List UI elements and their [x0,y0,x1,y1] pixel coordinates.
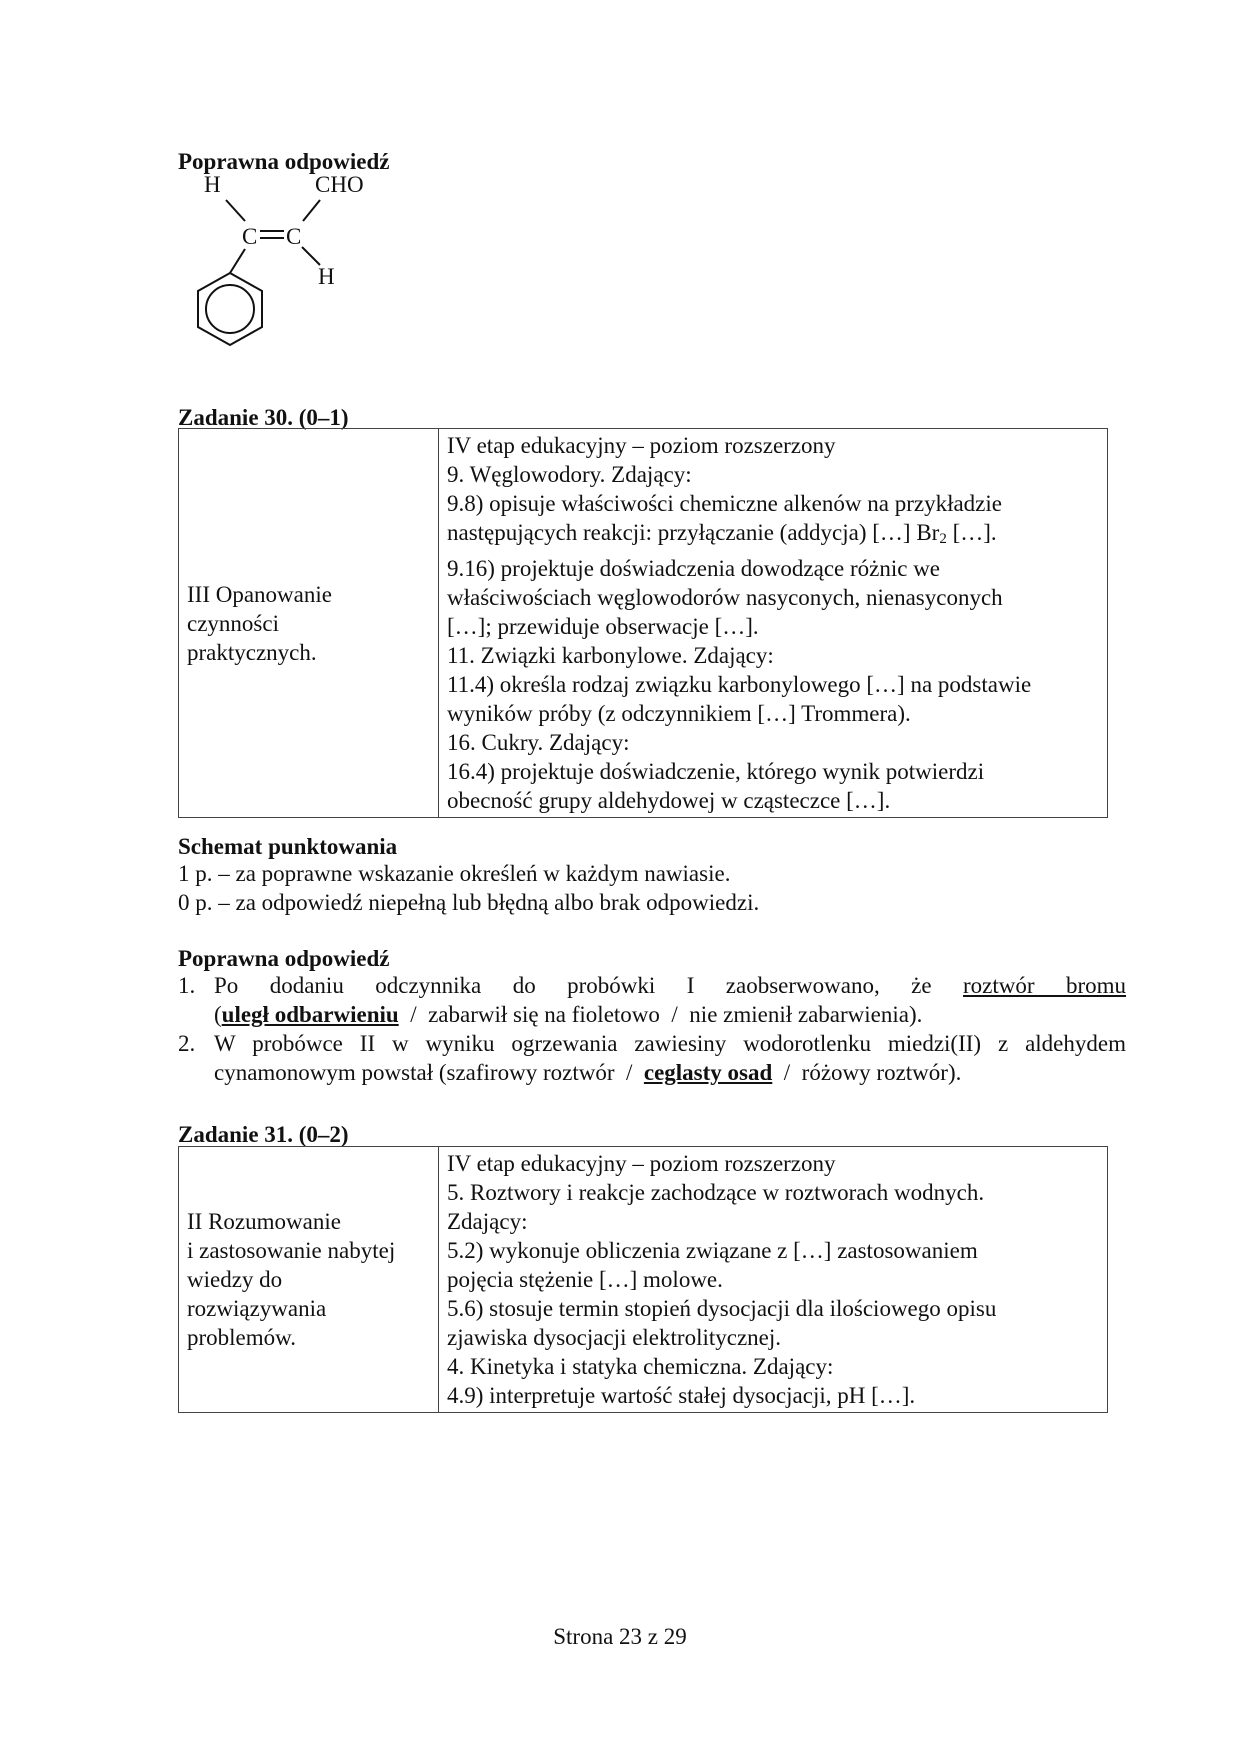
skill-line: rozwiązywania [187,1296,327,1321]
skill-line: II Rozumowanie [187,1209,341,1234]
task-31-table [178,1146,1108,1413]
scoring-line: 0 p. – za odpowiedź niepełną lub błędną albo brak odpowiedzi. [178,890,760,915]
requirement-line: właściwościach węglowodorów nasyconych, nienasyconych [447,585,1003,610]
answer-options: / zabarwił się na fioletowo / nie zmienił zabarwienia). [398,1002,923,1027]
requirement-line: 5.2) wykonuje obliczenia związane z […] zastosowaniem [447,1238,978,1263]
correct-option: ceglasty osad [643,1060,773,1085]
answer-item-1 [178,971,1126,1029]
item-number: 1. [178,973,196,998]
answer-list [178,971,1126,1087]
requirement-line: 5. Roztwory i reakcje zachodzące w roztworach wodnych. [447,1180,985,1205]
requirement-line: zjawiska dysocjacji elektrolitycznej. [447,1325,782,1350]
answer-line: W probówce II w wyniku ogrzewania zawiesiny wodorotlenku miedzi(II) z aldehydem [214,1031,1126,1056]
task-31-skill-cell [179,1147,439,1413]
requirement-line: 16. Cukry. Zdający: [447,730,630,755]
requirement-line: pojęcia stężenie […] molowe. [447,1267,723,1292]
requirement-line [447,518,1099,554]
requirement-line: wyników próby (z odczynnikiem […] Trommera). [447,701,911,726]
skill-line: czynności [187,610,279,636]
skill-line: problemów. [187,1325,297,1350]
correct-option: uległ odbarwieniu [221,1002,399,1027]
bond-h-c [226,200,245,221]
requirement-line: 16.4) projektuje doświadczenie, którego wynik potwierdzi [447,759,985,784]
requirement-tail: […]. [946,520,997,545]
task-30-table [178,428,1108,818]
bond-c-h [302,247,320,265]
cinnamaldehyde-structure [170,170,430,390]
requirement-line: IV etap edukacyjny – poziom rozszerzony [447,1151,836,1176]
requirement-line: […]; przewiduje obserwacje […]. [447,614,759,639]
skill-line: praktycznych. [187,639,317,665]
answer-line [214,971,1126,1000]
requirement-line: 5.6) stosuje termin stopień dysocjacji dla ilościowego opisu [447,1296,997,1321]
answer-text: cynamonowym powstał (szafirowy roztwór / [214,1060,644,1085]
atom-h-bottom: H [318,264,335,289]
atom-c-left: C [242,224,258,249]
answer-options: / różowy roztwór). [772,1060,962,1085]
aromatic-circle [206,285,254,333]
scoring-line: 1 p. – za poprawne wskazanie określeń w każdym nawiasie. [178,861,731,886]
underlined-term: roztwór bromu [963,973,1127,998]
requirement-line: 4. Kinetyka i statyka chemiczna. Zdający: [447,1354,834,1379]
requirement-line: 11.4) określa rodzaj związku karbonylowego […] na podstawie [447,672,1032,697]
item-number: 2. [178,1031,196,1056]
answer-line [214,1058,1126,1087]
answer-heading: Poprawna odpowiedź [178,946,390,971]
requirement-text: następujących reakcji: przyłączanie (addycja) […] Br [447,520,940,545]
answer-line [214,1000,1126,1029]
task-31-requirements-cell [439,1147,1108,1413]
bond-cho-c [303,200,320,221]
skill-line: i zastosowanie nabytej [187,1238,396,1263]
requirement-line: 4.9) interpretuje wartość stałej dysocjacji, pH […]. [447,1383,916,1408]
task-30-skill-cell [179,429,439,818]
skill-line: wiedzy do [187,1267,283,1292]
task-30-requirements-cell [439,429,1108,818]
requirement-line: 9.16) projektuje doświadczenia dowodzące różnic we [447,556,941,581]
requirement-line: 11. Związki karbonylowe. Zdający: [447,643,774,668]
scoring-text [178,859,759,917]
benzene-ring [198,273,262,345]
task-30-heading: Zadanie 30. (0–1) [178,405,349,430]
subscript: 2 [939,531,947,547]
scoring-heading: Schemat punktowania [178,834,398,859]
skill-line: III Opanowanie [187,581,332,607]
atom-cho: CHO [315,172,364,197]
answer-text: Po dodaniu odczynnika do probówki I zaobserwowano, że [214,973,963,998]
requirement-line: IV etap edukacyjny – poziom rozszerzony [447,433,836,458]
atom-h-top: H [204,172,221,197]
page-number: Strona 23 z 29 [553,1624,687,1649]
requirement-line: obecność grupy aldehydowej w cząsteczce […]. [447,788,891,813]
answer-heading: Poprawna odpowiedź [178,149,390,174]
bracket: ( [214,1002,222,1027]
task-31-heading: Zadanie 31. (0–2) [178,1122,349,1147]
bond-c-ring [230,249,245,273]
requirement-line: 9.8) opisuje właściwości chemiczne alkenów na przykładzie [447,491,1002,516]
answer-item-2 [178,1029,1126,1087]
requirement-line: 9. Węglowodory. Zdający: [447,462,692,487]
requirement-line: Zdający: [447,1209,528,1234]
atom-c-right: C [286,224,302,249]
